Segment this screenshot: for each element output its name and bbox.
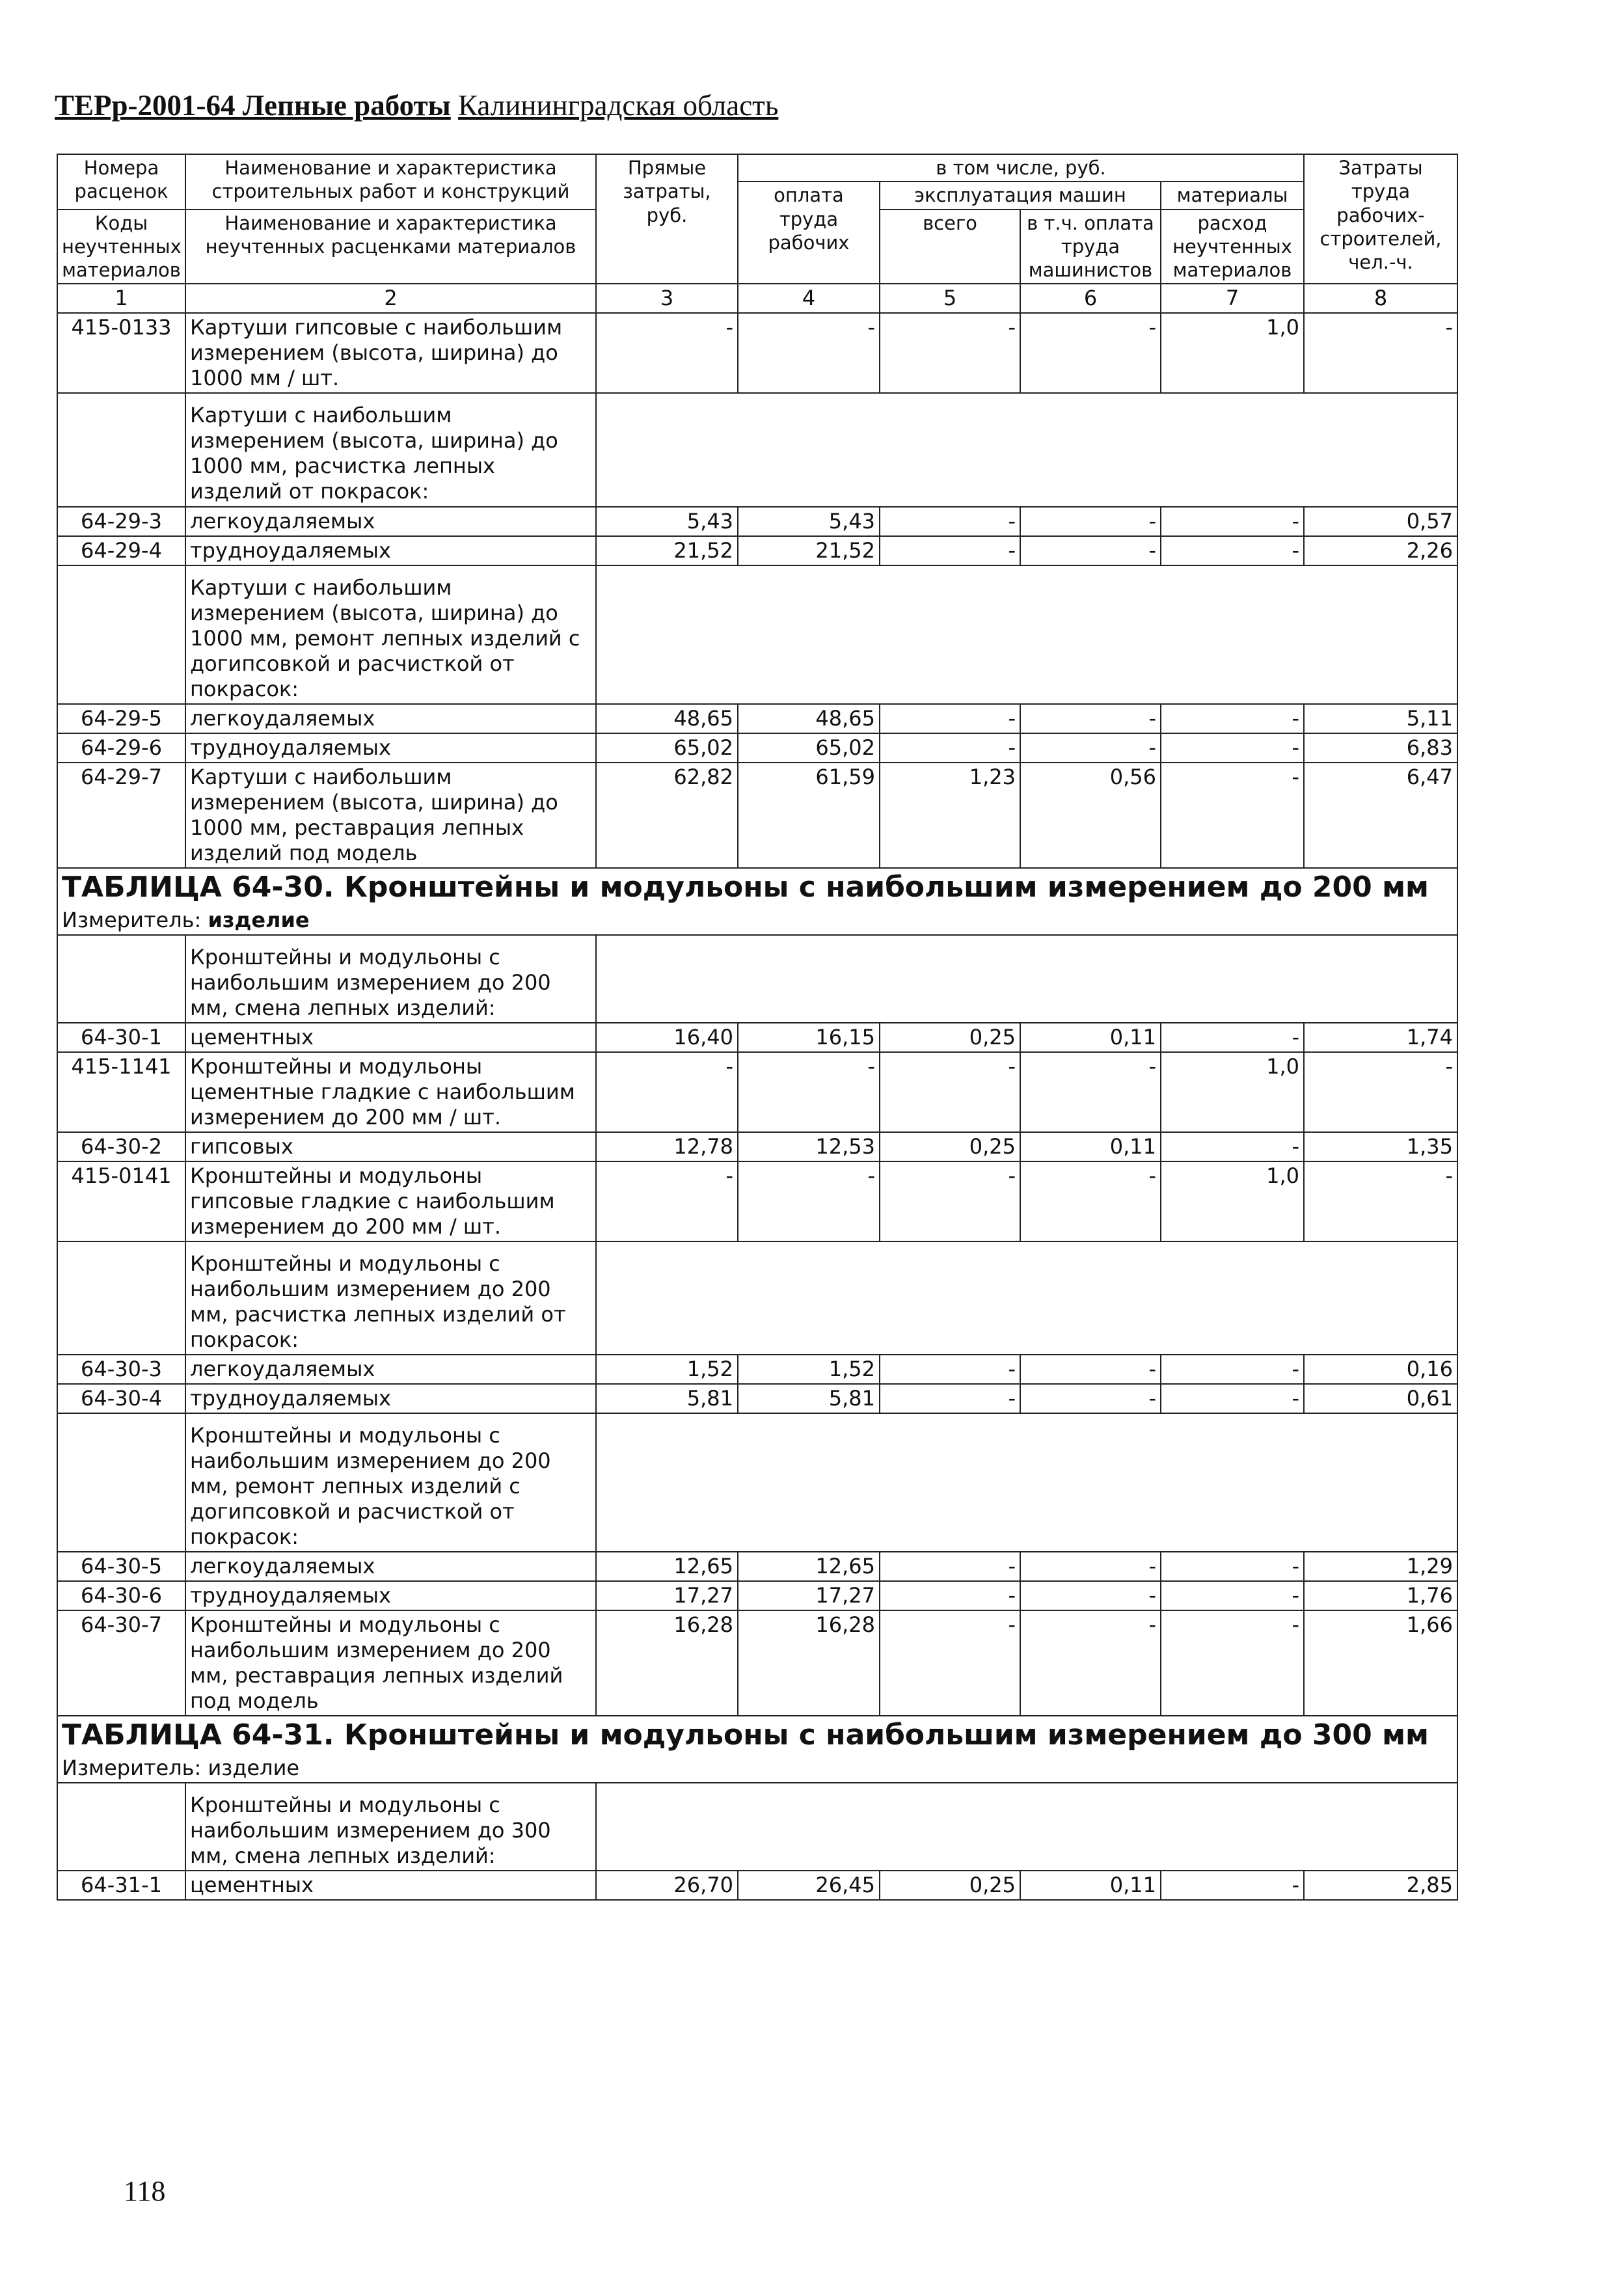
materials-value: - [1161,763,1304,868]
operators-pay-value: - [1020,313,1161,393]
group-heading: Картуши с наибольшим измерением (высота, ширина) до 1000 мм, расчистка лепных изделий от покрасок: [185,393,596,506]
col-num: 2 [185,284,596,313]
direct-costs-value: 5,81 [596,1384,738,1413]
col-unaccounted-name: Наименование и характеристика неучтенных расценками материалов [185,210,596,284]
materials-value: - [1161,1581,1304,1610]
rate-code: 64-30-5 [57,1552,185,1581]
col-including: в том числе, руб. [738,154,1304,182]
empty-cell [57,1413,185,1552]
machines-total-value: - [880,1552,1020,1581]
empty-cell [57,1783,185,1871]
work-name: легкоудаляемых [185,507,596,536]
rate-code: 64-29-7 [57,763,185,868]
group-heading-row [57,1241,1457,1355]
page-number: 118 [124,2175,166,2207]
workers-pay-value: 12,65 [738,1552,880,1581]
col-labor: Затраты труда рабочих-строителей, чел.-ч. [1304,154,1457,284]
empty-cell [57,935,185,1023]
empty-cell [57,565,185,704]
labor-value: 2,85 [1304,1871,1457,1900]
table-64-31-title: ТАБЛИЦА 64-31. Кронштейны и модульоны с наибольшим измерением до 300 мм [57,1716,1457,1754]
direct-costs-value: - [596,1052,738,1132]
group-heading-row [57,393,1457,506]
operators-pay-value: - [1020,733,1161,763]
direct-costs-value: 12,78 [596,1132,738,1161]
direct-costs-value: 17,27 [596,1581,738,1610]
group-heading: Кронштейны и модульоны с наибольшим измерением до 200 мм, смена лепных изделий: [185,935,596,1023]
machines-total-value: - [880,733,1020,763]
work-name: легкоудаляемых [185,1552,596,1581]
machines-total-value: 1,23 [880,763,1020,868]
work-name: легкоудаляемых [185,1355,596,1384]
machines-total-value: - [880,1384,1020,1413]
workers-pay-value: 5,81 [738,1384,880,1413]
materials-value: 1,0 [1161,313,1304,393]
workers-pay-value: 21,52 [738,536,880,565]
machines-total-value: 0,25 [880,1132,1020,1161]
col-direct-costs: Прямые затраты, руб. [596,154,738,284]
col-rate-numbers: Номера расценок [57,154,185,210]
direct-costs-value: 16,28 [596,1610,738,1716]
measure-label: Измеритель: изделие [62,1755,300,1781]
work-name: трудноудаляемых [185,733,596,763]
operators-pay-value: - [1020,1384,1161,1413]
empty-cell [596,393,1457,506]
rate-code: 64-30-4 [57,1384,185,1413]
table-row [57,1052,1457,1132]
work-name: Картуши с наибольшим измерением (высота, ширина) до 1000 мм, реставрация лепных изделий под модель [185,763,596,868]
col-unaccounted-consumption: расход неучтенных материалов [1161,210,1304,284]
work-name: Кронштейны и модульоны гипсовые гладкие с наибольшим измерением до 200 мм / шт. [185,1161,596,1241]
rate-code: 64-30-1 [57,1023,185,1052]
machines-total-value: - [880,1581,1020,1610]
labor-value: 0,61 [1304,1384,1457,1413]
table-row [57,1552,1457,1581]
rate-code: 64-29-3 [57,507,185,536]
col-machines: эксплуатация машин [880,182,1161,209]
materials-value: - [1161,1132,1304,1161]
operators-pay-value: - [1020,1552,1161,1581]
group-heading-row [57,565,1457,704]
materials-value: - [1161,1610,1304,1716]
col-num: 7 [1161,284,1304,313]
labor-value: 6,47 [1304,763,1457,868]
labor-value: - [1304,1161,1457,1241]
group-heading: Кронштейны и модульоны с наибольшим измерением до 200 мм, расчистка лепных изделий от покрасок: [185,1241,596,1355]
col-num: 5 [880,284,1020,313]
operators-pay-value: - [1020,507,1161,536]
operators-pay-value: 0,11 [1020,1871,1161,1900]
direct-costs-value: 16,40 [596,1023,738,1052]
workers-pay-value: 16,28 [738,1610,880,1716]
work-name: Картуши гипсовые с наибольшим измерением (высота, ширина) до 1000 мм / шт. [185,313,596,393]
group-heading-row [57,1413,1457,1552]
machines-total-value: - [880,1052,1020,1132]
group-heading: Кронштейны и модульоны с наибольшим измерением до 300 мм, смена лепных изделий: [185,1783,596,1871]
col-num: 1 [57,284,185,313]
labor-value: 0,57 [1304,507,1457,536]
workers-pay-value: 17,27 [738,1581,880,1610]
materials-value: - [1161,733,1304,763]
direct-costs-value: - [596,313,738,393]
direct-costs-value: 62,82 [596,763,738,868]
labor-value: 1,66 [1304,1610,1457,1716]
table-row [57,1132,1457,1161]
workers-pay-value: 5,43 [738,507,880,536]
direct-costs-value: 48,65 [596,704,738,733]
direct-costs-value: 1,52 [596,1355,738,1384]
materials-value: - [1161,1023,1304,1052]
empty-cell [596,1413,1457,1552]
col-machines-total: всего [880,210,1020,284]
direct-costs-value: 21,52 [596,536,738,565]
table-row [57,733,1457,763]
work-name: цементных [185,1871,596,1900]
col-num: 6 [1020,284,1161,313]
table-row [57,1355,1457,1384]
table-row [57,1384,1457,1413]
materials-value: - [1161,1384,1304,1413]
materials-value: - [1161,1355,1304,1384]
table-row [57,1581,1457,1610]
workers-pay-value: 26,45 [738,1871,880,1900]
materials-value: - [1161,507,1304,536]
group-heading: Картуши с наибольшим измерением (высота, ширина) до 1000 мм, ремонт лепных изделий с догипсовкой и расчисткой от покрасок: [185,565,596,704]
empty-cell [596,1241,1457,1355]
page-header [55,88,778,122]
col-materials: материалы [1161,182,1304,209]
col-workers-pay: оплата труда рабочих [738,182,880,284]
table-row [57,1871,1457,1900]
workers-pay-value: - [738,1052,880,1132]
col-num: 3 [596,284,738,313]
work-name: гипсовых [185,1132,596,1161]
machines-total-value: - [880,1161,1020,1241]
operators-pay-value: - [1020,1355,1161,1384]
operators-pay-value: - [1020,1161,1161,1241]
machines-total-value: 0,25 [880,1023,1020,1052]
group-heading-row [57,1783,1457,1871]
table-64-30-title-row [57,868,1457,906]
machines-total-value: - [880,1355,1020,1384]
table-row [57,763,1457,868]
operators-pay-value: - [1020,1052,1161,1132]
labor-value: 2,26 [1304,536,1457,565]
table-64-31-title-row [57,1716,1457,1754]
operators-pay-value: - [1020,1610,1161,1716]
table-row [57,1161,1457,1241]
table-row [57,536,1457,565]
operators-pay-value: 0,11 [1020,1132,1161,1161]
region-name: Калининградская область [458,89,779,122]
work-name: трудноудаляемых [185,1384,596,1413]
rate-code: 64-31-1 [57,1871,185,1900]
labor-value: 1,76 [1304,1581,1457,1610]
operators-pay-value: 0,56 [1020,763,1161,868]
labor-value: 5,11 [1304,704,1457,733]
operators-pay-value: - [1020,704,1161,733]
rate-code: 64-29-4 [57,536,185,565]
machines-total-value: - [880,536,1020,565]
empty-cell [596,935,1457,1023]
machines-total-value: - [880,704,1020,733]
rate-code: 415-0141 [57,1161,185,1241]
measure-row [57,1754,1457,1783]
table-row [57,313,1457,393]
labor-value: 0,16 [1304,1355,1457,1384]
work-name: трудноудаляемых [185,536,596,565]
workers-pay-value: - [738,313,880,393]
work-name: цементных [185,1023,596,1052]
table-row [57,1023,1457,1052]
workers-pay-value: 48,65 [738,704,880,733]
rate-code: 415-0133 [57,313,185,393]
labor-value: 1,35 [1304,1132,1457,1161]
direct-costs-value: 5,43 [596,507,738,536]
rate-code: 64-30-7 [57,1610,185,1716]
operators-pay-value: - [1020,1581,1161,1610]
measure-label: Измеритель: [62,907,208,932]
col-work-name: Наименование и характеристика строительных работ и конструкций [185,154,596,210]
empty-cell [596,565,1457,704]
direct-costs-value: 26,70 [596,1871,738,1900]
machines-total-value: 0,25 [880,1871,1020,1900]
workers-pay-value: 1,52 [738,1355,880,1384]
labor-value: - [1304,1052,1457,1132]
empty-cell [57,1241,185,1355]
machines-total-value: - [880,1610,1020,1716]
group-heading: Кронштейны и модульоны с наибольшим измерением до 200 мм, ремонт лепных изделий с догипсовкой и расчисткой от покрасок: [185,1413,596,1552]
header-row-1 [57,154,1457,182]
work-name: Кронштейны и модульоны цементные гладкие с наибольшим измерением до 200 мм / шт. [185,1052,596,1132]
work-name: трудноудаляемых [185,1581,596,1610]
workers-pay-value: 16,15 [738,1023,880,1052]
workers-pay-value: - [738,1161,880,1241]
work-name: Кронштейны и модульоны с наибольшим измерением до 200 мм, реставрация лепных изделий под модель [185,1610,596,1716]
rate-code: 64-29-6 [57,733,185,763]
group-heading-row [57,935,1457,1023]
rate-code: 64-30-3 [57,1355,185,1384]
machines-total-value: - [880,313,1020,393]
table-row [57,1610,1457,1716]
machines-total-value: - [880,507,1020,536]
empty-cell [596,1783,1457,1871]
workers-pay-value: 61,59 [738,763,880,868]
workers-pay-value: 12,53 [738,1132,880,1161]
direct-costs-value: 12,65 [596,1552,738,1581]
measure-unit [57,1754,1457,1783]
column-numbers-row [57,284,1457,313]
measure-value: изделие [208,907,310,932]
direct-costs-value: 65,02 [596,733,738,763]
rate-code: 64-29-5 [57,704,185,733]
rate-code: 415-1141 [57,1052,185,1132]
materials-value: - [1161,704,1304,733]
labor-value: 6,83 [1304,733,1457,763]
labor-value: - [1304,313,1457,393]
col-operators-pay: в т.ч. оплата труда машинистов [1020,210,1161,284]
col-num: 4 [738,284,880,313]
direct-costs-value: - [596,1161,738,1241]
measure-unit [57,906,1457,935]
col-num: 8 [1304,284,1457,313]
rates-table [57,154,1458,1901]
empty-cell [57,393,185,506]
measure-row [57,906,1457,935]
materials-value: 1,0 [1161,1161,1304,1241]
document-code-title: ТЕРр-2001-64 Лепные работы [55,89,451,122]
workers-pay-value: 65,02 [738,733,880,763]
table-row [57,507,1457,536]
operators-pay-value: 0,11 [1020,1023,1161,1052]
operators-pay-value: - [1020,536,1161,565]
table-64-30-title: ТАБЛИЦА 64-30. Кронштейны и модульоны с наибольшим измерением до 200 мм [57,868,1457,906]
materials-value: - [1161,1552,1304,1581]
table-row [57,704,1457,733]
materials-value: - [1161,1871,1304,1900]
labor-value: 1,74 [1304,1023,1457,1052]
labor-value: 1,29 [1304,1552,1457,1581]
materials-value: - [1161,536,1304,565]
rate-code: 64-30-2 [57,1132,185,1161]
rate-code: 64-30-6 [57,1581,185,1610]
materials-value: 1,0 [1161,1052,1304,1132]
col-unaccounted-codes: Коды неучтенных материалов [57,210,185,284]
work-name: легкоудаляемых [185,704,596,733]
